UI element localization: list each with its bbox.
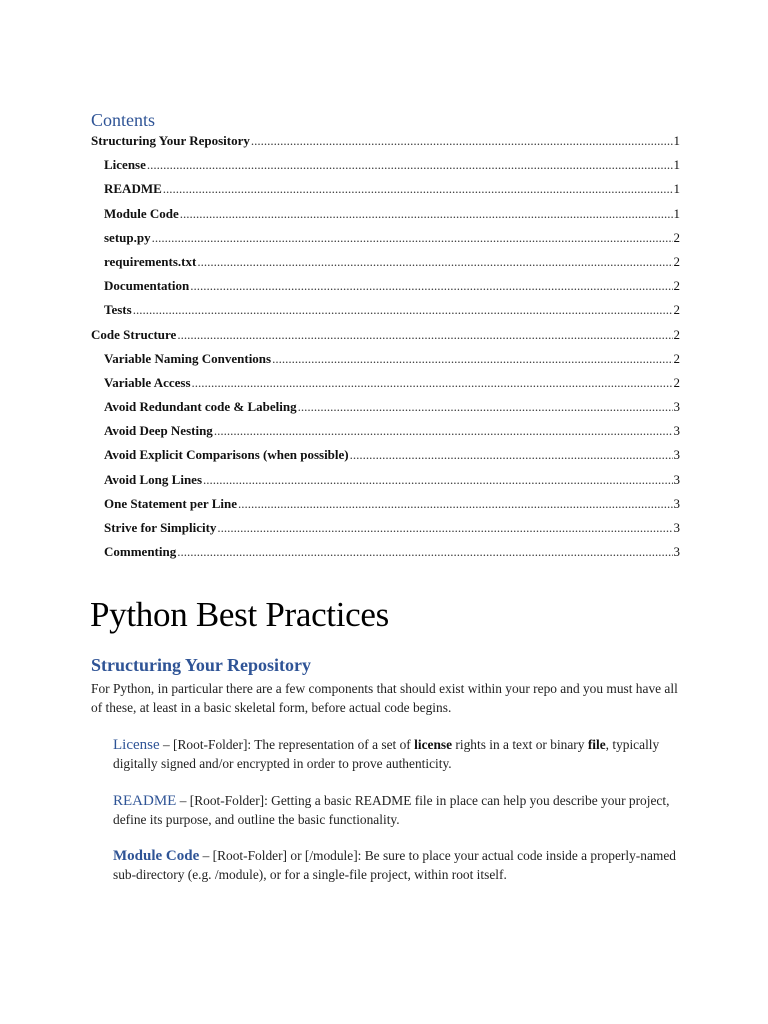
toc-leader-dots [298, 399, 673, 415]
license-text-before: – [Root-Folder]: The representation of a set of [159, 737, 415, 752]
toc-page-number: 3 [673, 399, 680, 415]
toc-entry[interactable] [91, 472, 680, 496]
module-code-text: – [Root-Folder] or [/module]: Be sure to place your actual code inside a properly-named sub-directory (e.g. /module), or for a single-file project, within root itself. [113, 848, 676, 882]
toc-entry[interactable] [91, 399, 680, 423]
toc-page-number: 1 [673, 133, 680, 148]
toc-entry[interactable] [91, 206, 680, 230]
toc-leader-dots [190, 278, 672, 294]
toc-entry[interactable] [91, 327, 680, 351]
toc-entry-label[interactable]: Variable Access [104, 374, 191, 390]
toc-leader-dots [350, 447, 673, 463]
document-title: Python Best Practices [90, 595, 389, 634]
toc-page-number: 1 [673, 157, 680, 173]
toc-leader-dots [203, 472, 672, 488]
license-term: License [113, 737, 160, 753]
toc-entry[interactable] [91, 496, 680, 520]
toc-entry[interactable] [91, 181, 680, 205]
toc-entry-label[interactable]: License [104, 157, 146, 173]
toc-entry-label[interactable]: Structuring Your Repository [91, 133, 250, 148]
toc-entry-label[interactable]: Code Structure [91, 326, 177, 342]
toc-leader-dots [272, 351, 672, 367]
toc-entry[interactable] [91, 423, 680, 447]
toc-entry[interactable] [91, 375, 680, 399]
toc-page-number: 1 [673, 181, 680, 197]
toc-page-number: 2 [673, 302, 680, 318]
toc-entry-label[interactable]: Tests [104, 302, 132, 318]
table-of-contents [91, 133, 680, 568]
toc-page-number: 3 [673, 495, 680, 511]
toc-leader-dots [152, 230, 673, 246]
toc-entry-label[interactable]: Strive for Simplicity [104, 520, 217, 535]
toc-leader-dots [197, 254, 672, 270]
section-heading: Structuring Your Repository [91, 655, 311, 675]
toc-entry-label[interactable]: Avoid Deep Nesting [104, 423, 213, 439]
module-code-item [113, 847, 683, 884]
toc-entry-label[interactable]: Avoid Explicit Comparisons (when possible) [104, 447, 349, 463]
toc-entry[interactable] [91, 230, 680, 254]
toc-leader-dots [214, 423, 673, 439]
license-item [113, 736, 683, 773]
license-text-after: , typically digitally signed and/or encrypted in order to prove authenticity. [113, 737, 660, 771]
toc-entry-label[interactable]: One Statement per Line [104, 495, 237, 511]
toc-page-number: 2 [673, 350, 680, 366]
toc-entry-label[interactable]: Variable Naming Conventions [104, 350, 272, 366]
toc-entry[interactable] [91, 520, 680, 544]
toc-leader-dots [192, 375, 673, 391]
toc-entry[interactable] [91, 302, 680, 326]
toc-page-number: 2 [673, 374, 680, 390]
readme-text: – [Root-Folder]: Getting a basic README file in place can help you describe your project, define its purpose, and outline the basic functionality. [113, 793, 670, 827]
toc-entry-label[interactable]: setup.py [104, 229, 151, 245]
toc-entry[interactable] [91, 157, 680, 181]
toc-entry-label[interactable]: Module Code [104, 205, 179, 221]
toc-leader-dots [238, 496, 673, 512]
readme-item [113, 792, 683, 829]
file-bold-word: file [587, 737, 606, 752]
toc-page-number: 2 [673, 326, 680, 342]
toc-entry[interactable] [91, 133, 680, 157]
toc-page-number: 3 [673, 423, 680, 439]
toc-page-number: 1 [673, 205, 680, 221]
toc-entry[interactable] [91, 544, 680, 568]
intro-paragraph: For Python, in particular there are a few components that should exist within your repo and you must have all of these, at least in a basic skeletal form, before actual code begins. [91, 681, 678, 715]
toc-entry[interactable] [91, 447, 680, 471]
toc-page-number: 3 [673, 520, 680, 535]
readme-term: README [113, 793, 177, 809]
toc-entry[interactable] [91, 351, 680, 375]
toc-leader-dots [177, 544, 672, 560]
toc-entry[interactable] [91, 254, 680, 278]
toc-page-number: 2 [673, 278, 680, 294]
license-text-middle: rights in a text or binary [452, 737, 588, 752]
toc-entry-label[interactable]: Avoid Long Lines [104, 471, 203, 487]
toc-leader-dots [177, 327, 672, 343]
toc-entry-label[interactable]: Documentation [104, 278, 190, 294]
toc-leader-dots [163, 181, 673, 197]
toc-entry-label[interactable]: Avoid Redundant code & Labeling [104, 399, 297, 415]
toc-leader-dots [133, 302, 673, 318]
toc-leader-dots [180, 206, 673, 222]
toc-title: Contents [91, 110, 156, 130]
toc-entry-label[interactable]: requirements.txt [104, 253, 197, 269]
toc-entry[interactable] [91, 278, 680, 302]
toc-entry-label[interactable]: README [104, 181, 162, 197]
toc-leader-dots [251, 133, 673, 149]
toc-page-number: 3 [673, 471, 680, 487]
toc-page-number: 2 [673, 253, 680, 269]
toc-page-number: 3 [673, 447, 680, 463]
toc-leader-dots [147, 157, 673, 173]
module-code-term: Module Code [113, 848, 200, 864]
toc-page-number: 3 [673, 544, 680, 560]
license-bold-word: license [414, 737, 453, 752]
toc-entry-label[interactable]: Commenting [104, 544, 177, 560]
toc-leader-dots [217, 520, 672, 536]
toc-page-number: 2 [673, 229, 680, 245]
